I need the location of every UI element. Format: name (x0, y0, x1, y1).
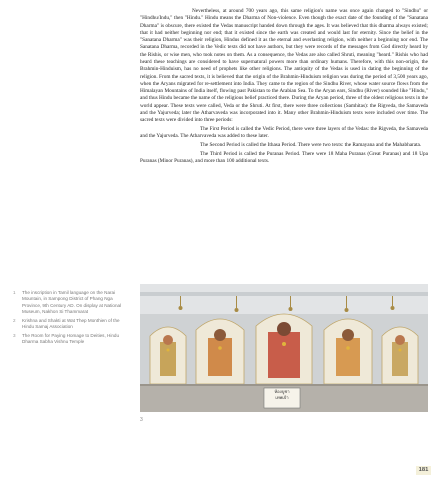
caption-number: 3 (13, 332, 16, 338)
shrine-sign: ห้องบูชา เทพเจ้า (274, 389, 290, 400)
paragraph-first-period: The First Period is called the Vedic Period, there were three layers of the Vedas: the Rigveda, the Samaveda and the Yajurveda. The Atharvaveda was added to these later. (140, 126, 428, 140)
caption-number: 2 (13, 317, 16, 323)
photo-captions (13, 290, 131, 348)
body-text (140, 8, 428, 167)
caption-text: Krishna and Shakti at Wat Thep Monthien of the Hindu Samaj Association (22, 317, 120, 329)
caption-item (13, 290, 131, 315)
paragraph-intro: Nevertheless, at around 700 years ago, this same religion's name was once again changed to "Sindhu" or "Hindhu/Indu," then "Hindu." Hindu means the Dharma of Non-violence. Even though the exact date of the founding of the "Sanatana Dharma" is obscure, there existed the Vedas manuscript handed down through the ages. It was believed that this dharma always existed; that it had neither beginning nor end; that it existed since the earth was created and would last for eternity. Since the belief in the "Sanatana Dharma" was their religion, Hindus defined it as the eternal and everlasting religion, with neither a beginning nor end. The Sanatana Dharma, recorded in the Vedic texts did not have authors, but they were records of the messages from God directly heard by the Rishis, or wise men, who took notes on them. As a consequence, the Vedas are also called Shruti, meaning "heard." Rishis who had heard these teachings are considered to have supernatural powers more than ordinary humans. Therefore, with this non-origin, the Brahmin-Hinduism, has no need of prophets like other religions. The antiquity of the Vedas is used in dating the beginning of the religion. From the sacred texts, it is believed that the origin of the Brahmin-Hinduism religion was during the period of 3,500 years ago, when the Aryans migrated for re-settlement into India. They came to the region of the Sindhu River, whose water source flows from the Himalayan Mountains of India itself, flowing past Pakistan to the Arabian Sea. To the Aryan ears, Sindhu (River) sounded like "Hindu," and thus Hindu became the name of the religious belief practiced there. During the Aryan period, three of the oldest religious texts in the world appear. These texts were called, Veda or the Shruti. At first, there were three collections (Samhitas): the Rigveda, the Samaveda and the Yajurveda; later the Atharvaveda was incorporated into it. Many other Brahmin-Hinduism texts were included over time. The sacred texts were divided into three periods: (140, 8, 428, 124)
photo-number: 3 (140, 417, 143, 423)
caption-text: The Room for Paying Homage to Deities, Hindu Dharma Sabha Vishnu Temple (22, 332, 120, 345)
paragraph-second-period: The Second Period is called the Ithasa Period. There were two texts: the Ramayana and the Mahabharata. (200, 142, 422, 149)
temple-shrine-photo (140, 284, 428, 412)
caption-number: 1 (13, 290, 16, 295)
caption-item (13, 318, 131, 331)
caption-item (13, 333, 131, 346)
caption-text: The inscription in Tamil language on the Narai Mountain, in Sampong District of Phang Nga Province, 9th Century AD. On display at National Museum, Nakhon Si Thammarat (22, 290, 122, 314)
paragraph-third-period: The Third Period is called the Puranas Period. There were 18 Maha Puranas (Great Puranas) and 18 Upa Puranas (Minor Puranas), and more than 100 additional texts. (140, 150, 428, 165)
page-number: 181 (416, 466, 431, 475)
